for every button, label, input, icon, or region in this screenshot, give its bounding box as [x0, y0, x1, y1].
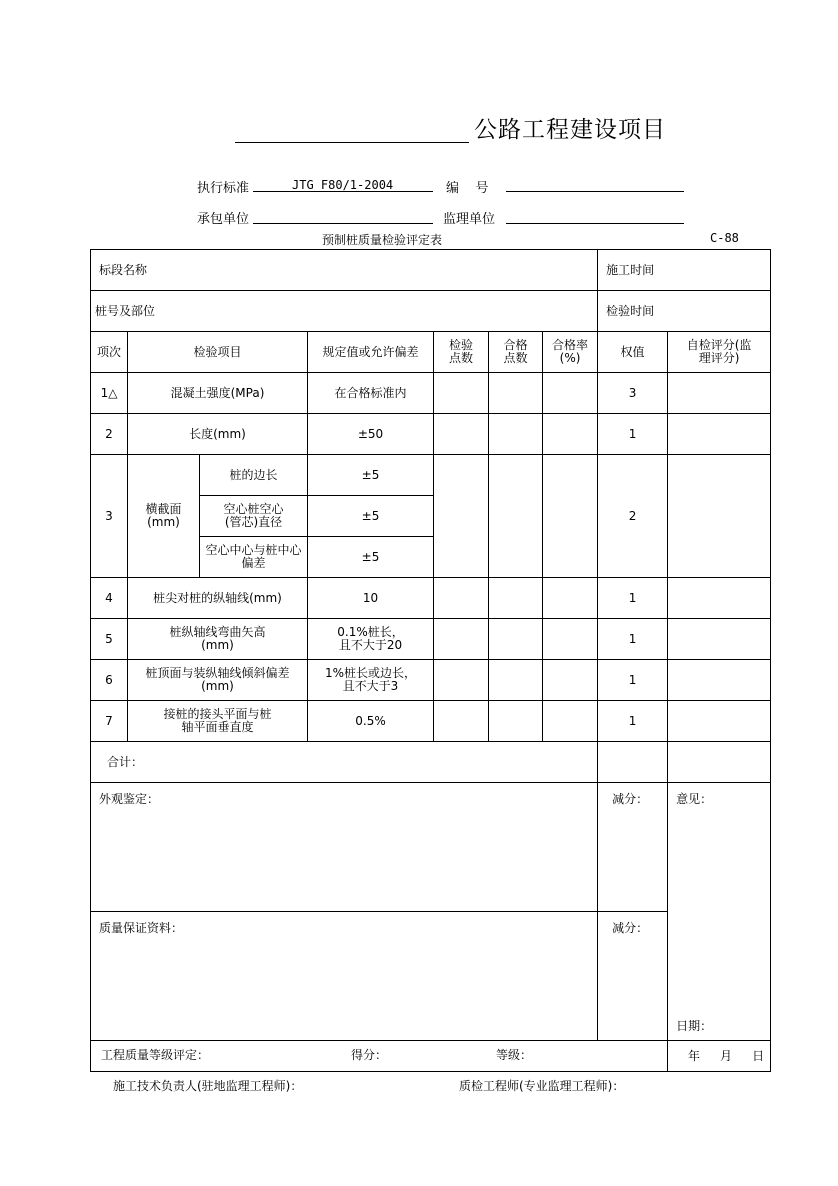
pass-points-cell[interactable] — [489, 414, 543, 455]
row-spec: 0.1%桩长，且不大于20 — [308, 619, 434, 660]
contractor-label: 承包单位 — [197, 212, 250, 227]
pass-rate-cell[interactable] — [543, 660, 598, 701]
self-score-cell[interactable] — [668, 701, 771, 742]
number-label: 编 号 — [446, 181, 489, 196]
self-score-cell[interactable] — [668, 619, 771, 660]
row-no: 6 — [91, 660, 128, 701]
table-row — [91, 701, 771, 742]
pass-points-cell[interactable] — [489, 578, 543, 619]
row-weight: 1 — [598, 578, 668, 619]
row-spec: ±5 — [308, 455, 434, 496]
project-name-line — [235, 142, 469, 143]
table-row — [91, 619, 771, 660]
row-weight: 1 — [598, 701, 668, 742]
supervisor-label: 监理单位 — [443, 212, 496, 227]
form-subtitle: 预制桩质量检验评定表 — [322, 233, 443, 247]
col-spec: 规定值或允许偏差 — [308, 332, 434, 373]
page-title: 公路工程建设项目 — [474, 117, 666, 143]
pass-rate-cell[interactable] — [543, 578, 598, 619]
pile-no-label: 桩号及部位 — [91, 291, 598, 332]
form-code: C-88 — [710, 231, 739, 245]
row-weight: 2 — [598, 455, 668, 578]
day-label: 日 — [752, 1048, 765, 1063]
row-no: 3 — [91, 455, 128, 578]
row-spec: 在合格标准内 — [308, 373, 434, 414]
construction-time-label: 施工时间 — [598, 250, 771, 291]
check-points-cell[interactable] — [434, 455, 489, 578]
pass-points-cell[interactable] — [489, 619, 543, 660]
year-label: 年 — [688, 1048, 701, 1063]
row-no: 4 — [91, 578, 128, 619]
check-points-cell[interactable] — [434, 578, 489, 619]
row-spec: ±5 — [308, 496, 434, 537]
check-points-cell[interactable] — [434, 660, 489, 701]
self-score-cell[interactable] — [668, 455, 771, 578]
pass-points-cell[interactable] — [489, 373, 543, 414]
row-spec: 10 — [308, 578, 434, 619]
date-label: 日期： — [676, 1019, 713, 1033]
grade-eval-label: 工程质量等级评定： — [101, 1048, 210, 1062]
section-name-label: 标段名称 — [91, 250, 598, 291]
self-score-cell[interactable] — [668, 578, 771, 619]
inspection-time-label: 检验时间 — [598, 291, 771, 332]
check-points-cell[interactable] — [434, 619, 489, 660]
row-weight: 1 — [598, 660, 668, 701]
col-item: 检验项目 — [128, 332, 308, 373]
self-score-cell[interactable] — [668, 414, 771, 455]
table-row — [91, 455, 771, 496]
pass-rate-cell[interactable] — [543, 414, 598, 455]
pass-rate-cell[interactable] — [543, 701, 598, 742]
self-score-cell[interactable] — [668, 373, 771, 414]
column-header-row — [91, 332, 771, 373]
row-spec: ±5 — [308, 537, 434, 578]
total-score-cell[interactable] — [668, 742, 771, 783]
check-points-cell[interactable] — [434, 373, 489, 414]
row-no: 2 — [91, 414, 128, 455]
row-weight: 3 — [598, 373, 668, 414]
total-row — [91, 742, 771, 783]
table-row — [91, 414, 771, 455]
pass-rate-cell[interactable] — [543, 455, 598, 578]
col-pass-rate: 合格率(%) — [543, 332, 598, 373]
row-spec: ±50 — [308, 414, 434, 455]
row-weight: 1 — [598, 619, 668, 660]
pass-points-cell[interactable] — [489, 701, 543, 742]
row-spec: 0.5% — [308, 701, 434, 742]
table-row — [91, 373, 771, 414]
col-check-points: 检验点数 — [434, 332, 489, 373]
appearance-label: 外观鉴定： — [91, 783, 598, 912]
pass-points-cell[interactable] — [489, 455, 543, 578]
check-points-cell[interactable] — [434, 701, 489, 742]
row-item: 接桩的接头平面与桩轴平面垂直度 — [128, 701, 308, 742]
std-label: 执行标准 — [197, 181, 250, 196]
row-group: 横截面(mm) — [128, 455, 200, 578]
inspection-table — [90, 249, 771, 1072]
grade-row — [91, 1041, 771, 1072]
month-label: 月 — [720, 1048, 733, 1063]
col-self-score: 自检评分(监理评分) — [668, 332, 771, 373]
row-sub-item: 空心中心与桩中心偏差 — [200, 537, 308, 578]
col-pass-points: 合格点数 — [489, 332, 543, 373]
table-row — [91, 660, 771, 701]
self-score-cell[interactable] — [668, 660, 771, 701]
opinion-label: 意见： — [676, 792, 713, 806]
score-label: 得分： — [351, 1048, 388, 1062]
contractor-field[interactable] — [253, 223, 433, 224]
table-row — [91, 578, 771, 619]
check-points-cell[interactable] — [434, 414, 489, 455]
quality-docs-label: 质量保证资料： — [91, 912, 598, 1041]
row-no: 7 — [91, 701, 128, 742]
appearance-deduct-label: 减分： — [598, 783, 668, 912]
total-label: 合计： — [91, 742, 598, 783]
date-ymd-cell[interactable] — [668, 1041, 771, 1072]
qc-engineer-signature-label: 质检工程师(专业监理工程师)： — [459, 1079, 625, 1093]
row-item: 桩顶面与装纵轴线倾斜偏差(mm) — [128, 660, 308, 701]
number-field[interactable] — [506, 191, 684, 192]
row-no: 5 — [91, 619, 128, 660]
std-value: JTG F80/1-2004 — [292, 178, 394, 192]
total-weight-cell[interactable] — [598, 742, 668, 783]
row-item: 混凝土强度(MPa) — [128, 373, 308, 414]
quality-deduct-label: 减分： — [598, 912, 668, 1041]
row-no: 1△ — [91, 373, 128, 414]
row-item: 桩纵轴线弯曲矢高(mm) — [128, 619, 308, 660]
pass-points-cell[interactable] — [489, 660, 543, 701]
row-spec: 1%桩长或边长，且不大于3 — [308, 660, 434, 701]
opinion-cell[interactable] — [668, 783, 771, 1041]
row-sub-item: 桩的边长 — [200, 455, 308, 496]
pass-rate-cell[interactable] — [543, 619, 598, 660]
col-item-no: 项次 — [91, 332, 128, 373]
row-weight: 1 — [598, 414, 668, 455]
row-item: 桩尖对桩的纵轴线(mm) — [128, 578, 308, 619]
row-item: 长度(mm) — [128, 414, 308, 455]
pass-rate-cell[interactable] — [543, 373, 598, 414]
grade-label: 等级： — [496, 1048, 533, 1062]
tech-lead-signature-label: 施工技术负责人(驻地监理工程师)： — [113, 1079, 303, 1093]
appearance-row — [91, 783, 771, 912]
row-sub-item: 空心桩空心(管芯)直径 — [200, 496, 308, 537]
grade-eval-cell — [91, 1041, 668, 1072]
col-weight: 权值 — [598, 332, 668, 373]
supervisor-field[interactable] — [506, 223, 684, 224]
